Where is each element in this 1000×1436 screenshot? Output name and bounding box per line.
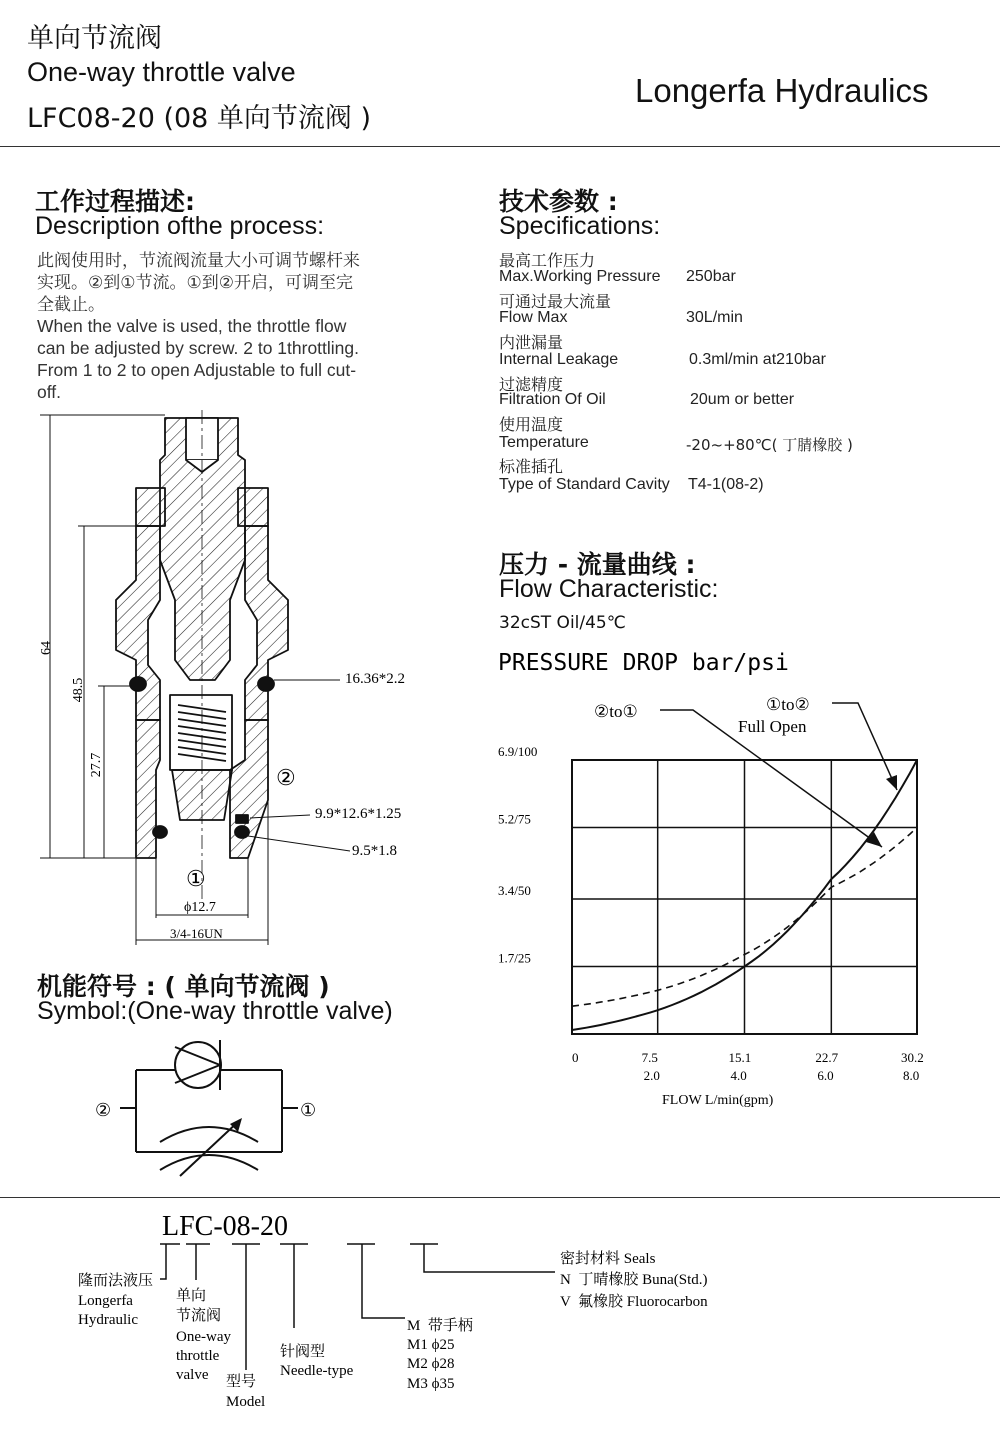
- label-o-ring-bottom: 9.5*1.8: [352, 843, 397, 859]
- x-tick-label-gpm: 8.0: [903, 1068, 920, 1083]
- o-ring-lower-left: [153, 826, 167, 838]
- ordering-seals-title: 密封材料 Seals: [560, 1251, 656, 1267]
- description-heading-en: Description ofthe process:: [35, 212, 325, 240]
- annotation-throttle-label: ②to①: [594, 702, 638, 721]
- description-cn-line: 此阀使用时，节流阀流量大小可调节螺杆来: [37, 251, 360, 271]
- header-divider: [0, 146, 1000, 147]
- adjustable-arrow: [180, 1120, 240, 1176]
- throttle-lower-arc: [160, 1155, 258, 1170]
- dimension-64: 64: [39, 641, 54, 655]
- title-en: One-way throttle valve: [27, 57, 296, 87]
- sleeve-right: [230, 720, 268, 858]
- x-tick-label: 30.2: [901, 1050, 924, 1065]
- annotation-full-open-label: Full Open: [738, 717, 807, 736]
- ordering-handle-option: M2 ϕ28: [407, 1356, 455, 1372]
- x-tick-label-gpm: 2.0: [643, 1068, 660, 1083]
- symbol-port-2: ②: [95, 1100, 112, 1120]
- ordering-model-en: Model: [226, 1394, 266, 1410]
- spec-value: T4-1(08-2): [688, 476, 764, 493]
- spec-label-cn: 使用温度: [499, 415, 564, 434]
- y-tick-label: 1.7/25: [498, 950, 531, 966]
- annotation-open-leader: [832, 703, 897, 790]
- x-tick-label-gpm: 6.0: [817, 1068, 834, 1083]
- spec-value: 30L/min: [686, 309, 743, 326]
- y-tick-label: 5.2/75: [498, 811, 531, 827]
- dimension-48-5: 48.5: [71, 677, 86, 703]
- ordering-handle-option: M 带手柄: [407, 1318, 473, 1334]
- spec-label-cn: 最高工作压力: [499, 251, 596, 270]
- spec-label-en: Max.Working Pressure: [499, 268, 661, 285]
- description-body-cn: [37, 250, 360, 316]
- symbol-heading-cn: 机能符号 : ( 单向节流阀 ): [37, 972, 330, 1001]
- o-ring-lower-right: [235, 826, 249, 838]
- annotation-throttle-arrow: [866, 832, 882, 847]
- dimension-27-7: 27.7: [89, 752, 104, 778]
- description-heading-cn: 工作过程描述:: [35, 187, 195, 216]
- label-o-ring-top: 16.36*2.2: [345, 671, 405, 687]
- o-ring-upper-right: [258, 677, 274, 691]
- label-backup-ring: 9.9*12.6*1.25: [315, 806, 402, 822]
- description-en-line: can be adjusted by screw. 2 to 1throttling.: [37, 338, 359, 358]
- ordering-type-en-1: One-way: [176, 1329, 231, 1345]
- flow-heading-en: Flow Characteristic:: [499, 575, 719, 603]
- annotation-open-arrow: [886, 775, 897, 790]
- ordering-brand-en-2: Hydraulic: [78, 1312, 138, 1328]
- ordering-needle-en: Needle-type: [280, 1363, 354, 1379]
- spec-label-cn: 标准插孔: [499, 457, 564, 476]
- y-tick-label: 3.4/50: [498, 882, 531, 898]
- valve-cross-section: [20, 400, 480, 960]
- ordering-type-en-3: valve: [176, 1367, 209, 1383]
- spec-value: 20um or better: [690, 391, 795, 408]
- description-body-en: [37, 315, 359, 403]
- x-tick-label-gpm: 4.0: [730, 1068, 747, 1083]
- ordering-seal-v: V 氟橡胶 Fluorocarbon: [560, 1294, 708, 1310]
- description-cn-line: 全截止。: [37, 295, 105, 315]
- chart-xlabel: FLOW L/min(gpm): [662, 1093, 774, 1108]
- symbol-heading-en: Symbol:(One-way throttle valve): [37, 997, 393, 1025]
- spec-label-en: Filtration Of Oil: [499, 391, 606, 408]
- flow-heading-cn: 压力 - 流量曲线 :: [499, 550, 696, 579]
- backup-ring: [236, 815, 248, 823]
- x-tick-label: 0: [572, 1050, 579, 1065]
- ordering-divider: [0, 1197, 1000, 1198]
- chart-title: PRESSURE DROP bar/psi: [498, 650, 789, 676]
- ordering-type-cn-1: 单向: [176, 1288, 207, 1304]
- flow-oil-condition: 32cST Oil/45℃: [499, 613, 626, 633]
- y-tick-label: 6.9/100: [498, 744, 538, 759]
- description-en-line: off.: [37, 382, 62, 402]
- chart-ticks: [498, 744, 924, 1083]
- spec-label-cn: 可通过最大流量: [499, 292, 612, 311]
- label-port-2: ②: [276, 765, 296, 790]
- brand-name: Longerfa Hydraulics: [635, 72, 929, 109]
- specs-heading-cn: 技术参数 :: [499, 187, 618, 216]
- spec-label-en: Flow Max: [499, 309, 568, 326]
- specs-heading-en: Specifications:: [499, 212, 661, 240]
- title-cn: 单向节流阀: [27, 23, 162, 54]
- spec-label-en: Temperature: [499, 434, 589, 451]
- spec-label-cn: 内泄漏量: [499, 333, 564, 352]
- x-tick-label: 15.1: [728, 1050, 752, 1065]
- ordering-code: LFC-08-20: [162, 1211, 288, 1242]
- ordering-code-diagram: [60, 1200, 760, 1430]
- spec-value: 0.3ml/min at210bar: [689, 351, 826, 368]
- ordering-brand-cn: 隆而法液压: [78, 1273, 154, 1289]
- ordering-seal-n: N 丁晴橡胶 Buna(Std.): [560, 1272, 708, 1288]
- label-diameter: ϕ12.7: [184, 900, 216, 915]
- o-ring-upper-left: [130, 677, 146, 691]
- symbol-port-1: ①: [300, 1100, 317, 1120]
- ordering-needle-cn: 针阀型: [280, 1344, 326, 1360]
- annotation-open-label: ①to②: [766, 695, 810, 714]
- chart-grid: [572, 760, 917, 1034]
- ordering-type-en-2: throttle: [176, 1348, 220, 1364]
- spec-value: 250bar: [686, 268, 736, 285]
- throttle-upper-arc: [160, 1127, 258, 1142]
- ordering-handle-option: M1 ϕ25: [407, 1337, 455, 1353]
- description-cn-line: 实现。②到①节流。①到②开启，可调至完: [37, 273, 353, 293]
- ordering-brand-en-1: Longerfa: [78, 1293, 133, 1309]
- x-tick-label: 22.7: [815, 1050, 839, 1065]
- spec-label-cn: 过滤精度: [499, 375, 564, 394]
- label-thread: 3/4-16UN: [170, 926, 223, 941]
- hydraulic-symbol: [80, 1030, 380, 1180]
- description-en-line: From 1 to 2 to open Adjustable to full cut-: [37, 360, 357, 380]
- spec-label-en: Internal Leakage: [499, 351, 619, 368]
- spec-label-en: Type of Standard Cavity: [499, 476, 670, 493]
- ordering-handle-option: M3 ϕ35: [407, 1376, 455, 1392]
- spec-value: -20~+80℃( 丁腈橡胶 ): [686, 436, 853, 454]
- description-en-line: When the valve is used, the throttle flow: [37, 316, 347, 336]
- model-line: LFC08-20 (08 单向节流阀 ): [27, 103, 372, 134]
- x-tick-label: 7.5: [641, 1050, 658, 1065]
- flow-chart: [490, 640, 990, 1108]
- label-port-1: ①: [186, 866, 206, 891]
- ordering-model-cn: 型号: [226, 1374, 257, 1390]
- ordering-type-cn-2: 节流阀: [176, 1308, 222, 1324]
